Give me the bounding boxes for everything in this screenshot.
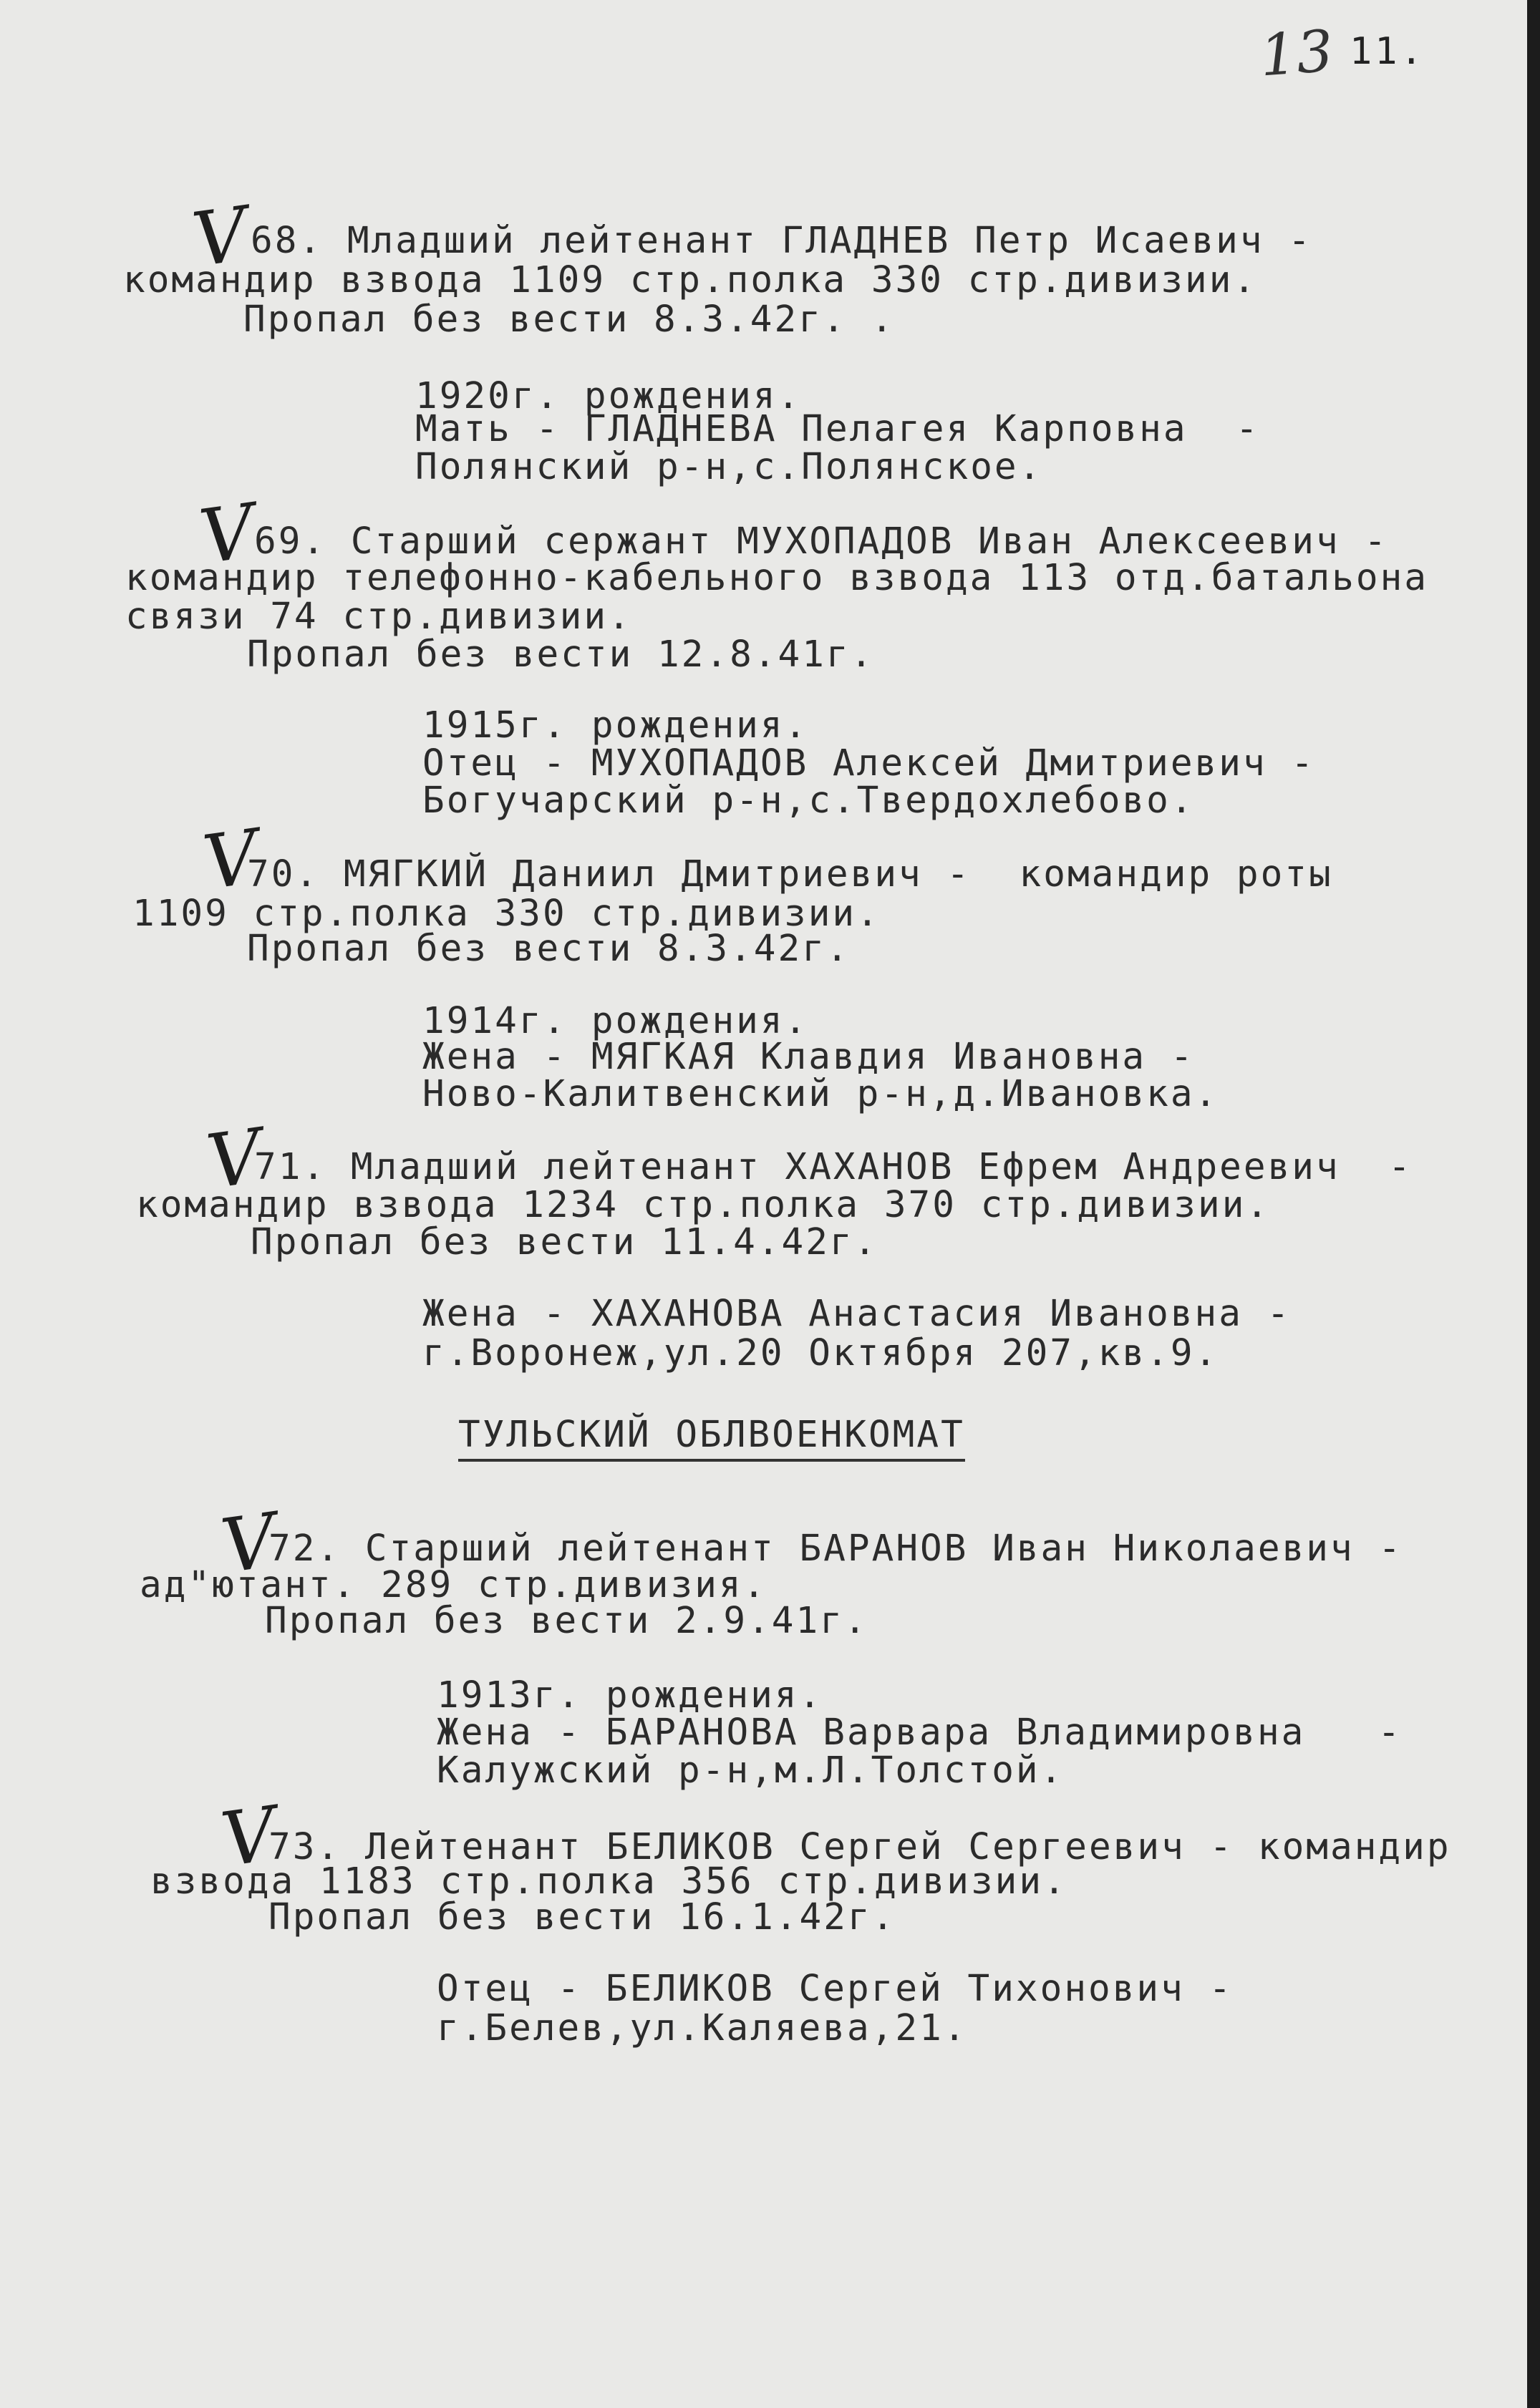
entry-69-line-4: Пропал без вести 12.8.41г. <box>247 633 875 676</box>
entry-72-detail-1: 1913г. рождения. <box>437 1674 823 1717</box>
entry-71-line-1: 71. Младший лейтенант ХАХАНОВ Ефрем Андреевич - <box>254 1146 1413 1188</box>
entry-69-detail-3: Богучарский р-н,с.Твердохлебово. <box>422 780 1195 822</box>
entry-70-line-2: 1109 стр.полка 330 стр.дивизии. <box>132 893 881 935</box>
entry-68-detail-2: Мать - ГЛАДНЕВА Пелагея Карповна - <box>415 408 1260 450</box>
entry-71-detail-1: Жена - ХАХАНОВА Анастасия Ивановна - <box>422 1293 1292 1335</box>
entry-73-detail-2: г.Белев,ул.Каляева,21. <box>437 2007 968 2049</box>
entry-70-detail-1: 1914г. рождения. <box>422 1000 809 1042</box>
entry-72-line-2: ад"ютант. 289 стр.дивизия. <box>140 1564 767 1606</box>
check-mark-68: V <box>187 190 253 284</box>
entry-70-line-1: 70. МЯГКИЙ Даниил Дмитриевич - командир роты <box>247 853 1333 895</box>
page-number: 11. <box>1350 30 1425 73</box>
entry-73-line-3: Пропал без вести 16.1.42г. <box>268 1896 896 1938</box>
entry-68-line-3: Пропал без вести 8.3.42г. . <box>243 298 896 341</box>
check-mark-72: V <box>215 1496 282 1591</box>
entry-68-line-1: 68. Младший лейтенант ГЛАДНЕВ Петр Исаевич - <box>251 220 1313 262</box>
check-mark-73: V <box>215 1790 282 1884</box>
entry-70-detail-3: Ново-Калитвенский р-н,д.Ивановка. <box>422 1073 1219 1115</box>
entry-72-detail-3: Калужский р-н,м.Л.Толстой. <box>437 1749 1065 1792</box>
entry-69-detail-1: 1915г. рождения. <box>422 704 809 747</box>
entry-71-line-2: командир взвода 1234 стр.полка 370 стр.дивизии. <box>136 1184 1271 1226</box>
entry-69-line-2: командир телефонно-кабельного взвода 113 отд.батальона <box>125 557 1429 599</box>
entry-73-line-1: 73. Лейтенант БЕЛИКОВ Сергей Сергеевич - командир <box>268 1826 1451 1868</box>
entry-69-line-1: 69. Старший сержант МУХОПАДОВ Иван Алексеевич - <box>254 520 1389 563</box>
section-header: ТУЛЬСКИЙ ОБЛВОЕНКОМАТ <box>458 1414 965 1462</box>
entry-72-line-3: Пропал без вести 2.9.41г. <box>265 1600 868 1642</box>
check-mark-70: V <box>198 812 264 907</box>
entry-73-line-2: взвода 1183 стр.полка 356 стр.дивизии. <box>150 1860 1067 1903</box>
entry-70-line-3: Пропал без вести 8.3.42г. <box>247 928 851 970</box>
entry-68-line-2: командир взвода 1109 стр.полка 330 стр.дивизии. <box>123 259 1258 301</box>
entry-73-detail-1: Отец - БЕЛИКОВ Сергей Тихонович - <box>437 1968 1234 2010</box>
entry-69-line-3: связи 74 стр.дивизии. <box>125 596 632 638</box>
entry-68-detail-1: 1920г. рождения. <box>415 375 802 417</box>
check-mark-71: V <box>201 1112 268 1206</box>
handwritten-page-number: 13 <box>1257 17 1335 89</box>
entry-71-line-3: Пропал без вести 11.4.42г. <box>251 1221 878 1263</box>
entry-71-detail-2: г.Воронеж,ул.20 Октября 207,кв.9. <box>422 1332 1219 1374</box>
check-mark-69: V <box>194 487 261 581</box>
entry-69-detail-2: Отец - МУХОПАДОВ Алексей Дмитриевич - <box>422 742 1316 785</box>
entry-72-line-1: 72. Старший лейтенант БАРАНОВ Иван Николаевич - <box>268 1528 1403 1570</box>
entry-72-detail-2: Жена - БАРАНОВА Варвара Владимировна - <box>437 1712 1403 1754</box>
entry-70-detail-2: Жена - МЯГКАЯ Клавдия Ивановна - <box>422 1036 1195 1078</box>
entry-68-detail-3: Полянский р-н,с.Полянское. <box>415 446 1043 488</box>
